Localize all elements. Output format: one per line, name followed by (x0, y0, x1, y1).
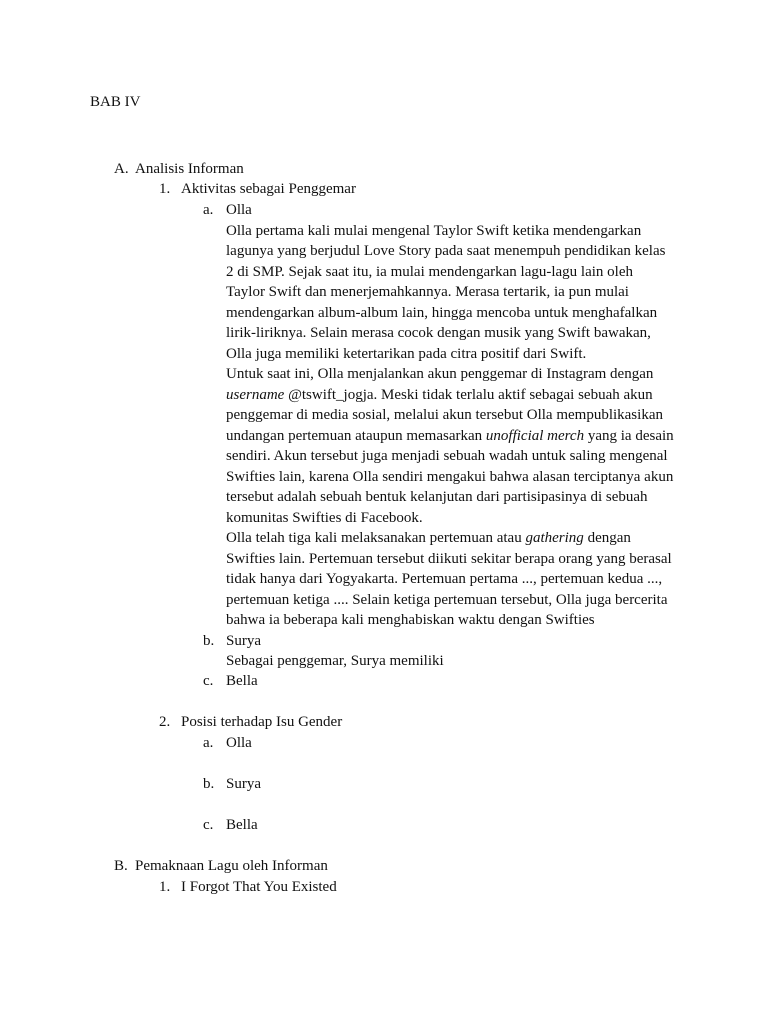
paragraph-line: 2 di SMP. Sejak saat itu, ia mulai mendengarkan lagu-lagu lain oleh (226, 264, 633, 280)
item-1-marker: 1. (159, 181, 171, 197)
paragraph-line: penggemar di media sosial, melalui akun tersebut Olla mempublikasikan (226, 407, 663, 423)
paragraph-line: tidak hanya dari Yogyakarta. Pertemuan pertama ..., pertemuan kedua ..., (226, 571, 663, 587)
item-2-marker: 2. (159, 714, 171, 730)
paragraph-text: Olla telah tiga kali melaksanakan pertemuan atau (226, 530, 526, 546)
section-b-marker: B. (114, 858, 128, 874)
sub-c-marker: c. (203, 673, 214, 689)
paragraph-line: lirik-liriknya. Selain merasa cocok dengan musik yang Swift bawakan, (226, 325, 651, 341)
paragraph-line: Olla pertama kali mulai mengenal Taylor Swift ketika mendengarkan (226, 223, 642, 239)
paragraph-text: undangan pertemuan ataupun memasarkan (226, 428, 486, 444)
paragraph-line: Swifties lain. Pertemuan tersebut diikuti sekitar berapa orang yang berasal (226, 551, 672, 567)
section-b-item-1-title: I Forgot That You Existed (181, 879, 337, 895)
section-b-item-1-marker: 1. (159, 879, 171, 895)
item-2-sub-c-title: Bella (226, 817, 258, 833)
sub-a-marker: a. (203, 202, 214, 218)
section-b-title: Pemaknaan Lagu oleh Informan (135, 858, 328, 874)
paragraph-line: komunitas Swifties di Facebook. (226, 510, 423, 526)
item-2-sub-b-marker: b. (203, 776, 215, 792)
chapter-title: BAB IV (90, 94, 141, 110)
item-2-sub-a-title: Olla (226, 735, 252, 751)
item-1-title: Aktivitas sebagai Penggemar (181, 181, 356, 197)
sub-b-marker: b. (203, 633, 215, 649)
paragraph-line: Untuk saat ini, Olla menjalankan akun penggemar di Instagram dengan (226, 366, 654, 382)
paragraph-text: @tswift_jogja. Meski tidak terlalu aktif sebagai sebuah akun (284, 387, 653, 403)
paragraph-line: pertemuan ketiga .... Selain ketiga pertemuan tersebut, Olla juga bercerita (226, 592, 668, 608)
paragraph-line (226, 426, 674, 446)
italic-term: unofficial merch (485, 428, 585, 444)
paragraph-line: bahwa ia beberapa kali menghabiskan waktu dengan Swifties (226, 612, 595, 628)
item-2-sub-b-title: Surya (226, 776, 261, 792)
paragraph-line: mendengarkan album-album lain, hingga mencoba untuk menghafalkan (226, 305, 658, 321)
paragraph-line (226, 385, 653, 405)
item-2-title: Posisi terhadap Isu Gender (181, 714, 343, 730)
item-2-sub-c-marker: c. (203, 817, 214, 833)
italic-term: username (226, 387, 285, 403)
sub-a-title: Olla (226, 202, 252, 218)
paragraph-line: lagunya yang berjudul Love Story pada saat menempuh pendidikan kelas (226, 243, 666, 259)
italic-term: gathering (525, 530, 584, 546)
sub-c-title: Bella (226, 673, 258, 689)
section-a-title: Analisis Informan (135, 161, 244, 177)
paragraph-text: dengan (583, 530, 631, 546)
item-2-sub-a-marker: a. (203, 735, 214, 751)
section-a-marker: A. (114, 161, 129, 177)
paragraph-line: Olla juga memiliki ketertarikan pada citra positif dari Swift. (226, 346, 587, 362)
paragraph-text: yang ia desain (584, 428, 674, 444)
paragraph-line: sendiri. Akun tersebut juga menjadi sebuah wadah untuk saling mengenal (226, 448, 668, 464)
sub-b-title: Surya (226, 633, 261, 649)
paragraph-line (226, 528, 631, 548)
paragraph-line: Taylor Swift dan menerjemahkannya. Merasa tertarik, ia pun mulai (226, 284, 629, 300)
paragraph-line: Swifties lain, karena Olla sendiri mengakui bahwa alasan terciptanya akun (226, 469, 674, 485)
paragraph-line: tersebut adalah sebuah bentuk kelanjutan dari partisipasinya di sebuah (226, 489, 648, 505)
paragraph-line: Sebagai penggemar, Surya memiliki (226, 653, 444, 669)
